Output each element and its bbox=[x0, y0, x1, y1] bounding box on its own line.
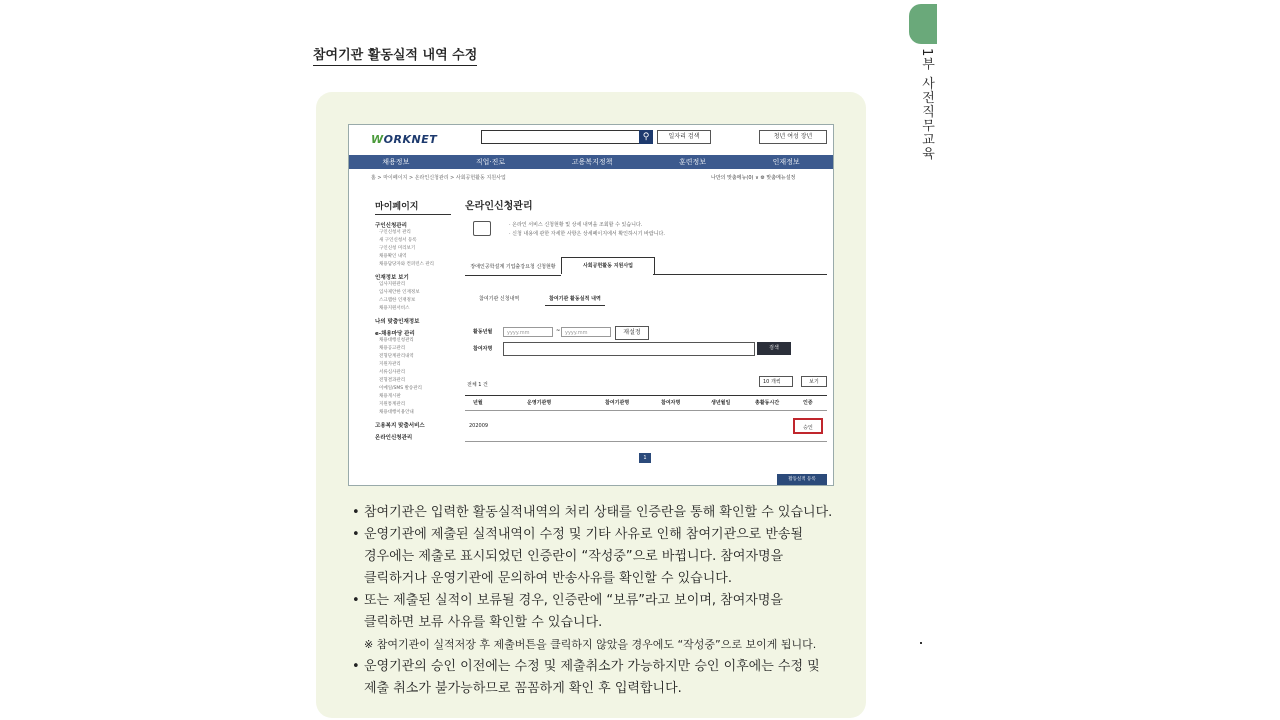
name-label: 참여자명 bbox=[473, 346, 493, 352]
bullet-item: • 또는 제출된 실적이 보류될 경우, 인증란에 “보류”라고 보이며, 참여자명을 bbox=[352, 593, 783, 608]
lnb-item[interactable]: 전형단계관리내역 bbox=[379, 354, 414, 359]
page-1-button[interactable]: 1 bbox=[639, 453, 651, 463]
job-search-button[interactable]: 일자리 검색 bbox=[657, 130, 711, 144]
tab-social[interactable]: 사회공헌활동 지원사업 bbox=[561, 257, 655, 274]
monitor-icon bbox=[473, 221, 491, 236]
lnb-group[interactable]: 나의 맞춤인재정보 bbox=[375, 319, 420, 325]
main-title: 온라인신청관리 bbox=[465, 201, 533, 212]
lnb-item[interactable]: 서류심사관리 bbox=[379, 370, 406, 375]
lnb-item[interactable]: 채용공고관리 bbox=[379, 346, 406, 351]
name-input[interactable] bbox=[503, 342, 755, 356]
col-birth: 생년월일 bbox=[711, 400, 731, 406]
worknet-logo: WORKNET bbox=[371, 133, 438, 146]
lnb-item[interactable]: 새 구인신청서 등록 bbox=[379, 238, 417, 243]
date-to-input[interactable]: yyyy.mm bbox=[561, 327, 611, 337]
custom-menu[interactable]: 나만의 맞춤메뉴(0) ∨ ⚙ 맞춤메뉴설정 bbox=[711, 175, 796, 181]
bullet-text: 경우에는 제출로 표시되었던 인증란이 “작성중”으로 바뀝니다. 참여자명을 bbox=[364, 549, 784, 564]
total-count: 전체 1 건 bbox=[467, 382, 488, 388]
subtab-activity[interactable]: 참여기관 활동실적 내역 bbox=[545, 295, 605, 306]
bullet-item: • 운영기관의 승인 이전에는 수정 및 제출취소가 가능하지만 승인 이후에는 수정 및 bbox=[352, 659, 820, 674]
register-button[interactable]: 활동실적 등록 bbox=[777, 474, 827, 486]
search-button[interactable]: 검색 bbox=[757, 342, 791, 355]
info-text: · 온라인 서비스 신청현황 및 상세 내역을 조회할 수 있습니다. · 신청 내용에 관한 자세한 사항은 상세페이지에서 확인하시기 바랍니다. bbox=[509, 222, 665, 237]
bullet-item: • 참여기관은 입력한 활동실적내역의 처리 상태를 인증란을 통해 확인할 수 있습니다. bbox=[352, 505, 833, 520]
gnb-item[interactable]: 직업·진로 bbox=[475, 158, 506, 166]
chapter-tab bbox=[909, 4, 937, 44]
col-operator: 운영기관명 bbox=[527, 400, 552, 406]
lnb-group[interactable]: 구인신청관리 bbox=[375, 223, 407, 229]
lnb-group[interactable]: e-채용마당 관리 bbox=[375, 331, 415, 337]
row-divider bbox=[465, 441, 827, 442]
lnb-item[interactable]: 구인신청서 관리 bbox=[379, 230, 411, 235]
bullet-item: • 운영기관에 제출된 실적내역이 수정 및 기타 사유로 인해 참여기관으로 반송될 bbox=[352, 527, 804, 542]
bullet-text: 클릭하면 보류 사유를 확인할 수 있습니다. bbox=[364, 615, 603, 630]
lnb-item[interactable]: 입사제안한 인재정보 bbox=[379, 290, 420, 295]
worknet-screenshot bbox=[348, 124, 834, 486]
global-nav bbox=[349, 155, 833, 169]
search-icon[interactable]: ⚲ bbox=[639, 130, 653, 144]
period-label: 활동년월 bbox=[473, 329, 493, 335]
lnb-group[interactable]: 고용복지 맞춤서비스 bbox=[375, 423, 425, 429]
col-cert: 인증 bbox=[803, 400, 813, 406]
col-institution: 참여기관명 bbox=[605, 400, 630, 406]
audience-button[interactable]: 청년 여성 장년 bbox=[759, 130, 827, 144]
lnb-item[interactable]: 이메일/SMS 발송관리 bbox=[379, 386, 422, 391]
lnb-item[interactable]: 채용지원서비스 bbox=[379, 306, 410, 311]
reset-button[interactable]: 재설정 bbox=[615, 326, 649, 340]
lnb-item[interactable]: 스크랩한 인재정보 bbox=[379, 298, 416, 303]
dot bbox=[920, 642, 922, 644]
lnb-item[interactable]: 채용게시판 bbox=[379, 394, 401, 399]
left-nav bbox=[375, 217, 453, 441]
bullet-text: 제출 취소가 불가능하므로 꼼꼼하게 확인 후 입력합니다. bbox=[364, 681, 682, 696]
lnb-item[interactable]: 지원자관리 bbox=[379, 362, 401, 367]
date-separator: ~ bbox=[556, 328, 561, 334]
tab-design[interactable]: 장애인공학설계 기업출강요청 신청현황 bbox=[465, 259, 561, 276]
lnb-item[interactable]: 채용담당자와 컨퍼런스 관리 bbox=[379, 262, 435, 267]
row-ym: 202009 bbox=[469, 423, 489, 429]
lnb-item[interactable]: 입사지원관리 bbox=[379, 282, 406, 287]
view-button[interactable]: 보기 bbox=[801, 376, 827, 387]
lnb-item[interactable]: 채용대행신청관리 bbox=[379, 338, 414, 343]
page-title: 참여기관 활동실적 내역 수정 bbox=[313, 44, 477, 66]
gnb-item[interactable]: 채용정보 bbox=[382, 158, 410, 166]
lnb-group[interactable]: 인재정보 보기 bbox=[375, 275, 409, 281]
search-input[interactable] bbox=[481, 130, 641, 144]
breadcrumb: 홈 > 마이페이지 > 온라인신청관리 > 사회공헌활동 지원사업 bbox=[371, 175, 506, 181]
gnb-item[interactable]: 훈련정보 bbox=[678, 158, 706, 166]
lnb-title: 마이페이지 bbox=[375, 199, 451, 215]
lnb-item[interactable]: 채용확인 내역 bbox=[379, 254, 407, 259]
lnb-item[interactable]: 구인신청 미리보기 bbox=[379, 246, 416, 251]
date-from-input[interactable]: yyyy.mm bbox=[503, 327, 553, 337]
lnb-item[interactable]: 전형결과관리 bbox=[379, 378, 406, 383]
note-text: ※ 참여기관이 실적저장 후 제출버튼을 클릭하지 않았을 경우에도 “작성중”으로 보이게 됩니다. bbox=[364, 638, 817, 651]
tab-divider bbox=[653, 274, 827, 275]
bullet-text: 클릭하거나 운영기관에 문의하여 반송사유를 확인할 수 있습니다. bbox=[364, 571, 732, 586]
col-ym: 년월 bbox=[473, 400, 483, 406]
table-header bbox=[465, 395, 827, 411]
lnb-item[interactable]: 채용대행이용안내 bbox=[379, 410, 414, 415]
gnb-item[interactable]: 인재정보 bbox=[772, 158, 800, 166]
col-hours: 총활동시간 bbox=[755, 400, 780, 406]
gnb-item[interactable]: 고용복지정책 bbox=[571, 158, 613, 166]
page-size-select[interactable]: 10 개씩 bbox=[759, 376, 793, 387]
col-participant: 참여자명 bbox=[661, 400, 681, 406]
status-badge: 승인 bbox=[793, 418, 823, 434]
subtab-applications[interactable]: 참여기관 신청내역 bbox=[479, 296, 520, 302]
lnb-item[interactable]: 지원통계관리 bbox=[379, 402, 406, 407]
lnb-group[interactable]: 온라인신청관리 bbox=[375, 435, 413, 441]
chapter-label: 1부 사전직무교육 bbox=[919, 48, 934, 161]
